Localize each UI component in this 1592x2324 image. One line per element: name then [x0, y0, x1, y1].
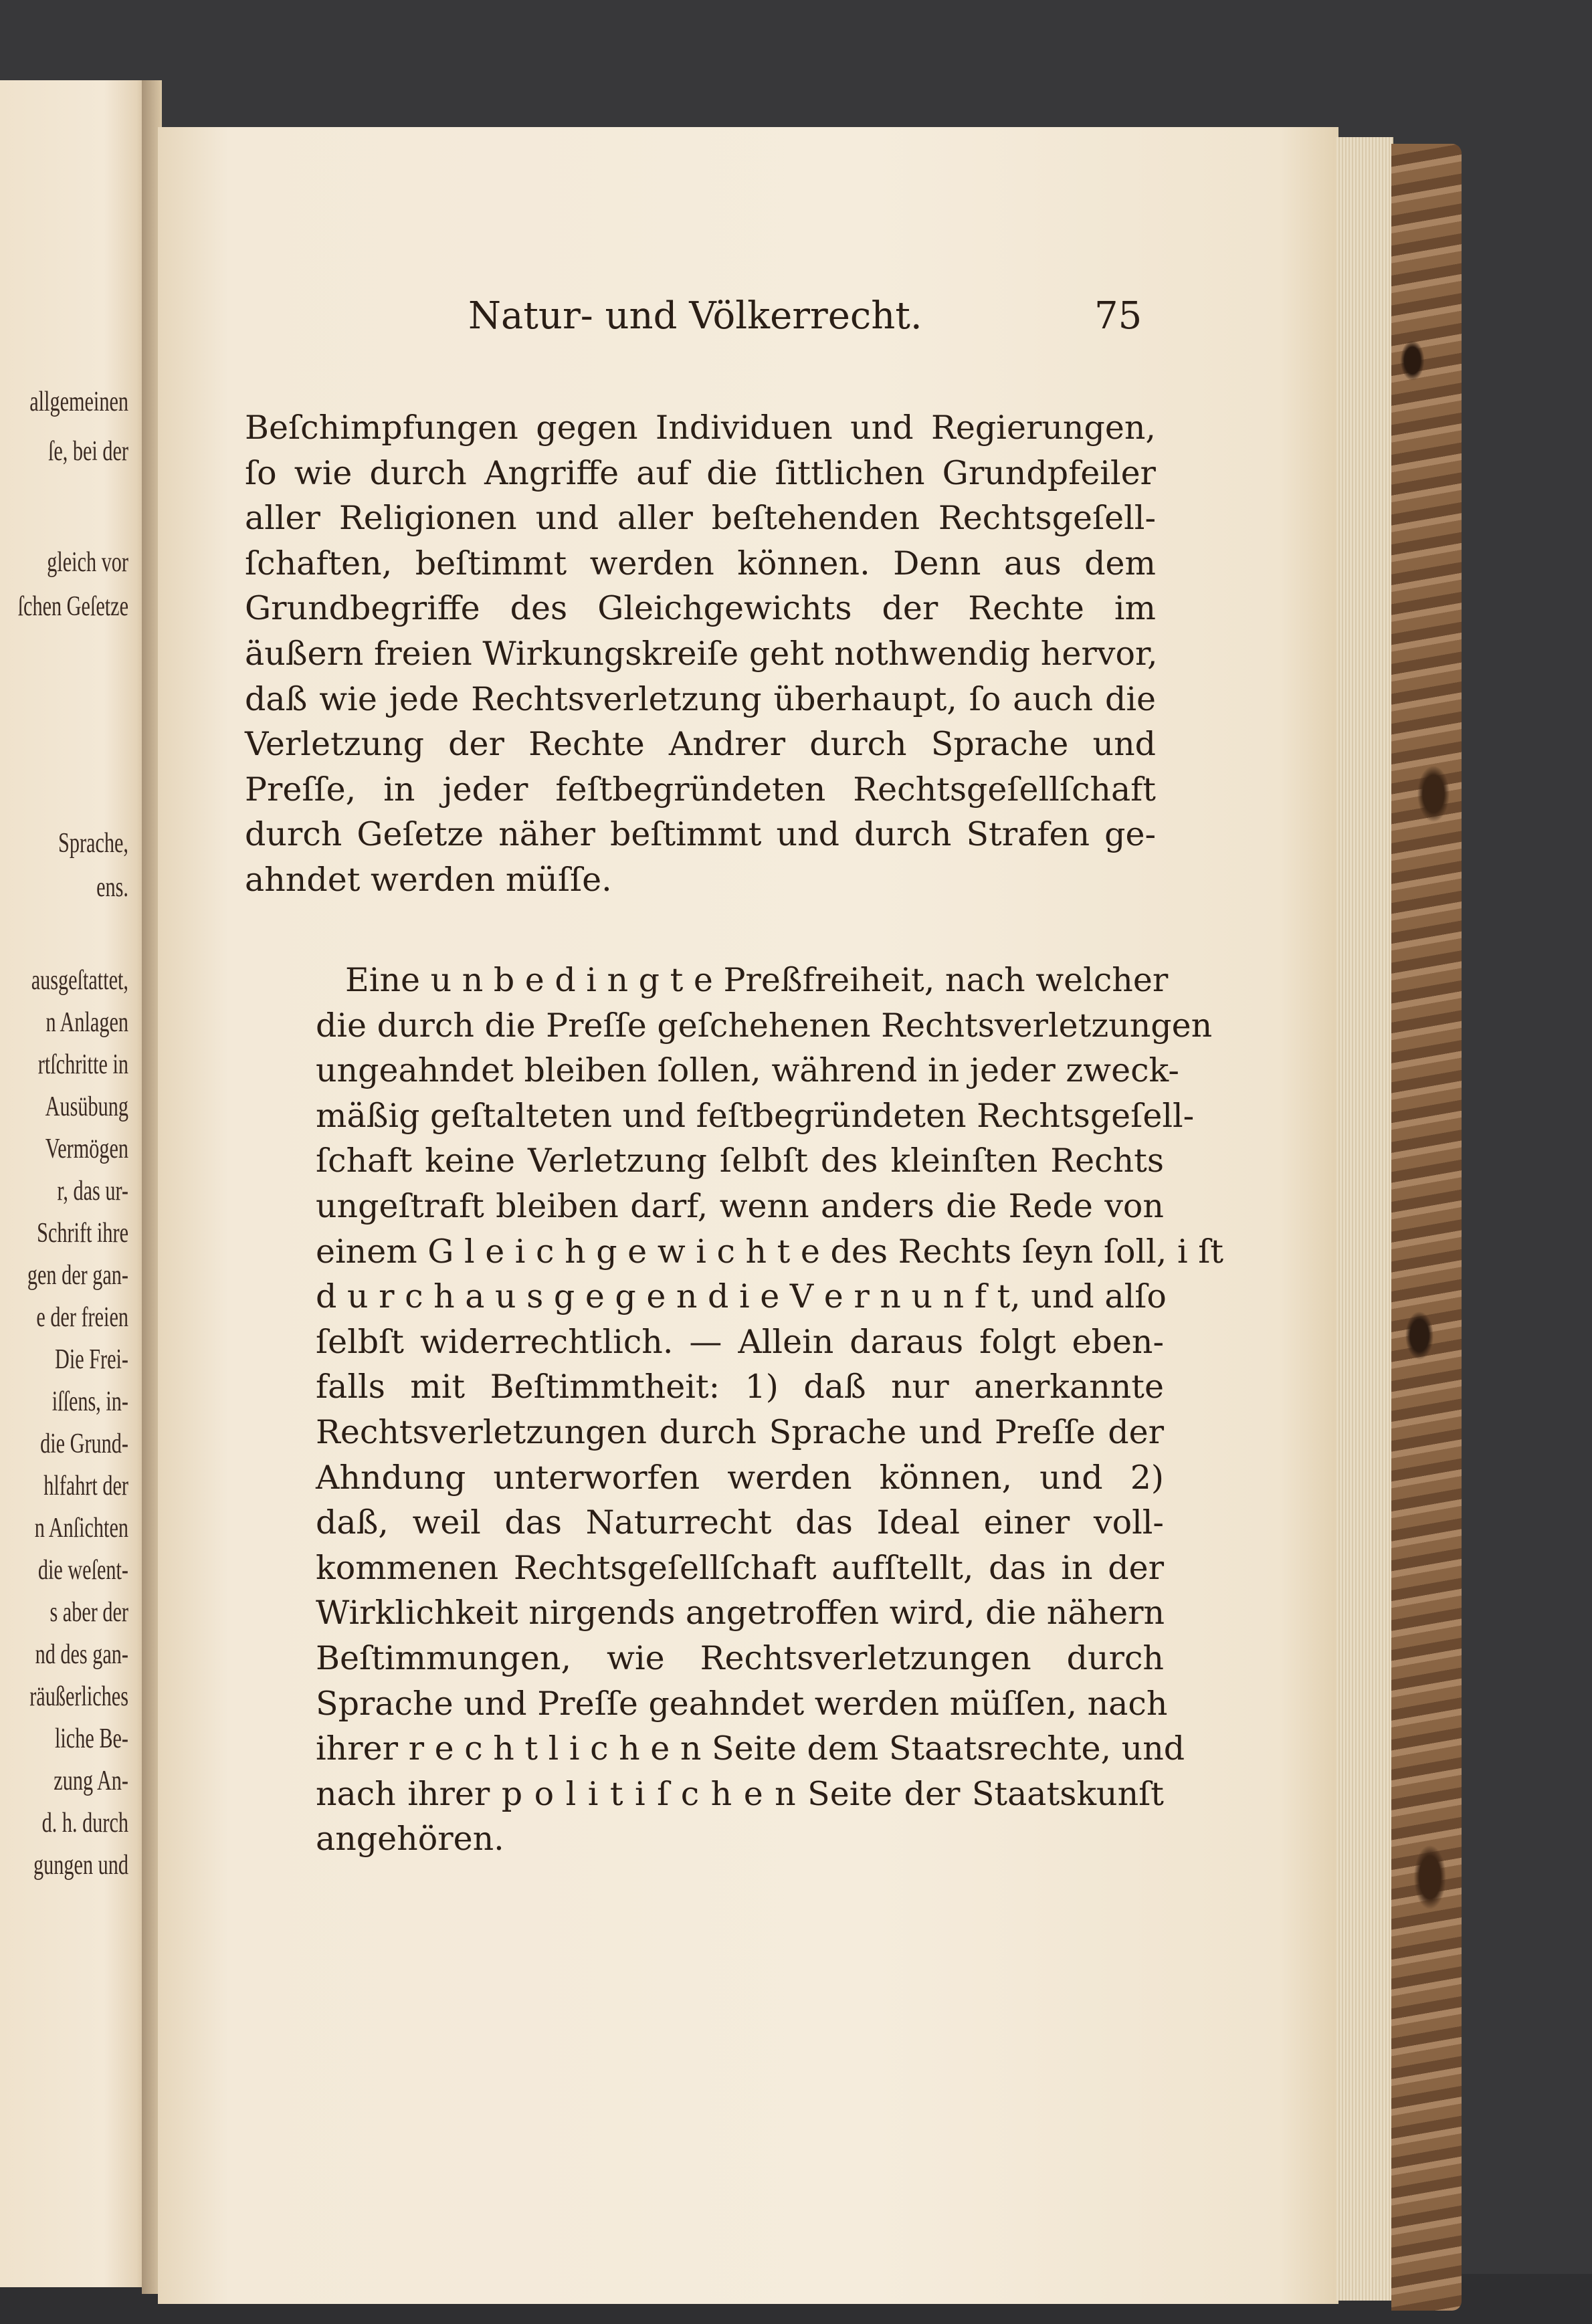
left-page-line: n Anſichten	[34, 1513, 128, 1544]
left-page-line: gleich vor	[47, 547, 128, 578]
text-line: ſelbſt widerrechtlich. — Allein daraus folgt eben-	[316, 1322, 1164, 1361]
running-title: Natur- und Völkerrecht.	[468, 294, 922, 338]
paragraph-2	[316, 958, 1224, 1862]
left-page-line: räußerliches	[29, 1681, 128, 1712]
text-line: kommenen Rechtsgeſellſchaft aufſtellt, das in der	[316, 1548, 1164, 1587]
text-line: ahndet werden müſſe.	[245, 860, 612, 899]
text-line: mäßig geſtalteten und feſtbegründeten Rechtsgeſell-	[316, 1096, 1195, 1135]
page-number: 75	[1094, 294, 1142, 338]
text-line: ungeahndet bleiben ſollen, während in jeder zweck-	[316, 1051, 1179, 1090]
page-edges	[1336, 137, 1393, 2301]
text-line: daß wie jede Rechtsverletzung überhaupt, ſo auch die	[245, 679, 1156, 718]
text-line: Verletzung der Rechte Andrer durch Sprache und	[245, 725, 1156, 764]
left-page-line: die weſent-	[37, 1555, 128, 1586]
text-line: daß, weil das Naturrecht das Ideal einer voll-	[316, 1503, 1164, 1542]
left-page-line: iſſens, in-	[52, 1386, 128, 1417]
left-page-line: die Grund-	[40, 1429, 128, 1459]
left-page-line: ens.	[96, 872, 128, 903]
left-page-line: Die Frei-	[54, 1344, 128, 1375]
text-line: einem G l e i c h g e w i c h t e des Rechts ſeyn ſoll, i ſt	[316, 1232, 1224, 1271]
text-line: aller Religionen und aller beſtehenden Rechtsgeſell-	[245, 499, 1156, 538]
left-page-line: Ausübung	[45, 1091, 128, 1122]
left-page-line: gen der gan-	[27, 1260, 128, 1291]
text-line: falls mit Beſtimmtheit: 1) daß nur anerkannte	[316, 1368, 1164, 1406]
text-line: Eine u n b e d i n g t e Preßfreiheit, nach welcher	[345, 961, 1169, 999]
text-line: ſchaft keine Verletzung ſelbſt des kleinſten Rechts	[316, 1142, 1164, 1180]
left-page-line: allgemeinen	[29, 387, 128, 417]
left-page-text	[0, 960, 128, 1887]
paragraph-1	[245, 405, 1156, 903]
left-page-line: Vermögen	[45, 1134, 128, 1164]
text-line: Rechtsverletzungen durch Sprache und Preſſe der	[316, 1412, 1164, 1451]
text-line: Ahndung unterworfen werden können, und 2)	[316, 1458, 1164, 1497]
left-page-line: nd des gan-	[35, 1639, 128, 1670]
left-page-line: Schrift ihre	[37, 1218, 128, 1249]
text-line: durch Geſetze näher beſtimmt und durch Strafen ge-	[245, 815, 1156, 854]
text-line: Beſtimmungen, wie Rechtsverletzungen durch	[316, 1639, 1164, 1677]
text-line: Beſchimpfungen gegen Individuen und Regierungen,	[245, 409, 1156, 447]
left-page-line: gungen und	[33, 1850, 128, 1881]
text-line: Sprache und Preſſe geahndet werden müſſen, nach	[316, 1684, 1168, 1723]
text-line: Grundbegriffe des Gleichgewichts der Rechte im	[245, 589, 1156, 628]
left-page-line: s aber der	[49, 1597, 128, 1628]
text-line: Wirklichkeit nirgends angetroffen wird, die nähern	[316, 1594, 1165, 1632]
text-line: ſchaften, beſtimmt werden können. Denn aus dem	[245, 544, 1156, 583]
text-line: äußern freien Wirkungskreiſe geht nothwendig hervor,	[245, 634, 1158, 673]
left-page-line: ausgeſtattet,	[31, 965, 128, 996]
text-line: nach ihrer p o l i t i ſ c h e n Seite der Staatskunſt	[316, 1774, 1164, 1813]
text-line: Preſſe, in jeder feſtbegründeten Rechtsgeſellſchaft	[245, 770, 1156, 809]
left-page-line: Sprache,	[58, 828, 128, 859]
left-page-line: liche Be-	[55, 1723, 128, 1754]
text-line: ungeſtraft bleiben darf, wenn anders die Rede von	[316, 1186, 1164, 1225]
left-page-line: ſchen Geſetze	[17, 591, 128, 622]
left-page	[0, 80, 148, 2287]
text-line: die durch die Preſſe geſchehenen Rechtsverletzungen	[316, 1006, 1213, 1045]
left-page-line: e der freien	[36, 1302, 128, 1333]
marbled-book-cover	[1391, 144, 1462, 2311]
text-line: ſo wie durch Angriffe auf die ſittlichen Grundpfeiler	[245, 453, 1156, 492]
left-page-line: d. h. durch	[41, 1808, 128, 1838]
left-page-line: r, das ur-	[57, 1176, 128, 1206]
left-page-line: hlfahrt der	[43, 1471, 128, 1501]
left-page-line: zung An-	[54, 1766, 128, 1796]
text-line: d u r c h a u s g e g e n d i e V e r n u n f t, und alſo	[316, 1277, 1167, 1316]
left-page-line: rtſchritte in	[37, 1049, 128, 1080]
left-page-line: ſe, bei der	[47, 436, 128, 467]
left-page-line: n Anlagen	[45, 1007, 128, 1038]
text-line: ihrer r e c h t l i c h e n Seite dem Staatsrechte, und	[316, 1729, 1185, 1768]
text-line: angehören.	[316, 1820, 504, 1859]
